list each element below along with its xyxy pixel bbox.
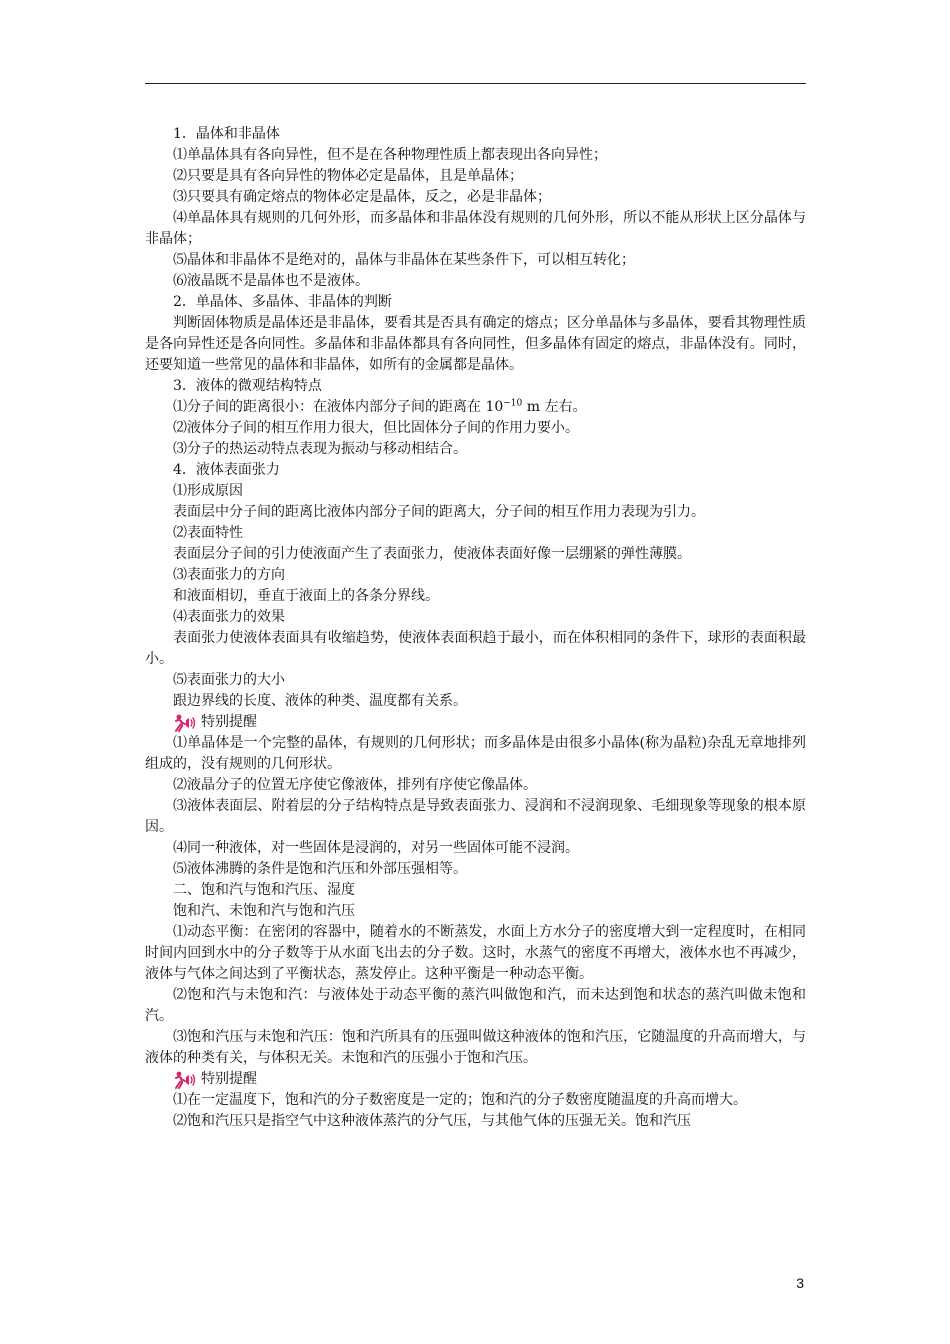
paragraph: 表面层分子间的引力使液面产生了表面张力，使液体表面好像一层绷紧的弹性薄膜。 <box>173 546 691 562</box>
paragraph: ⑵液体分子间的相互作用力很大，但比固体分子间的作用力要小。 <box>173 420 579 436</box>
paragraph: ⑵饱和汽压只是指空气中这种液体蒸汽的分气压，与其他气体的压强无关。饱和汽压 <box>173 1113 691 1129</box>
paragraph: ⑵表面特性 <box>173 525 243 541</box>
paragraph: ⑸晶体和非晶体不是绝对的，晶体与非晶体在某些条件下，可以相互转化； <box>173 252 635 268</box>
paragraph: ⑷单晶体具有规则的几何外形，而多晶体和非晶体没有规则的几何外形，所以不能从形状上区分晶体与非晶体； <box>145 210 806 247</box>
paragraph: 1．晶体和非晶体 <box>173 126 280 142</box>
paragraph: ⑶只要具有确定熔点的物体必定是晶体，反之，必是非晶体； <box>173 189 551 205</box>
paragraph: ⑴形成原因 <box>173 483 243 499</box>
paragraph: ⑴动态平衡：在密闭的容器中，随着水的不断蒸发，水面上方水分子的密度增大到一定程度时，在相同时间内回到水中的分子数等于从水面飞出去的分子数。这时，水蒸气的密度不再增大，液体水也不再减少，液体与气体之间达到了平衡状态，蒸发停止。这种平衡是一种动态平衡。 <box>145 924 806 982</box>
distance-suffix: m 左右。 <box>522 399 587 415</box>
paragraph: ⑷表面张力的效果 <box>173 609 285 625</box>
paragraph: 二、饱和汽与饱和汽压、湿度 <box>173 882 355 898</box>
document-body <box>145 124 806 1132</box>
paragraph: ⑹液晶既不是晶体也不是液体。 <box>173 273 369 289</box>
paragraph: 饱和汽、未饱和汽与饱和汽压 <box>173 903 355 919</box>
paragraph: ⑵只要是具有各向异性的物体必定是晶体，且是单晶体； <box>173 168 523 184</box>
paragraph: ⑶液体表面层、附着层的分子结构特点是导致表面张力、浸润和不浸润现象、毛细现象等现象的根本原因。 <box>145 798 806 835</box>
tip-label: 特别提醒 <box>201 1071 257 1087</box>
special-reminder-heading <box>145 1069 806 1090</box>
paragraph: 2．单晶体、多晶体、非晶体的判断 <box>173 294 392 310</box>
reminder-icon <box>173 714 197 732</box>
paragraph: 表面层中分子间的距离比液体内部分子间的距离大，分子间的相互作用力表现为引力。 <box>173 504 705 520</box>
paragraph: ⑸液体沸腾的条件是饱和汽压和外部压强相等。 <box>173 861 467 877</box>
paragraph: ⑴在一定温度下，饱和汽的分子数密度是一定的；饱和汽的分子数密度随温度的升高而增大。 <box>173 1092 747 1108</box>
paragraph: 和液面相切，垂直于液面上的各条分界线。 <box>173 588 439 604</box>
distance-paragraph <box>145 397 806 418</box>
distance-exponent: −10 <box>503 398 523 409</box>
distance-prefix: ⑴分子间的距离很小：在液体内部分子间的距离在 10 <box>173 399 504 415</box>
paragraph: 4．液体表面张力 <box>173 462 280 478</box>
paragraph: ⑶分子的热运动特点表现为振动与移动相结合。 <box>173 441 467 457</box>
paragraph: 判断固体物质是晶体还是非晶体，要看其是否具有确定的熔点；区分单晶体与多晶体，要看其物理性质是各向异性还是各向同性。多晶体和非晶体都具有各向同性，但多晶体有固定的熔点，非晶体没有。同时，还要知道一些常见的晶体和非晶体，如所有的金属都是晶体。 <box>145 315 806 373</box>
paragraph: ⑶表面张力的方向 <box>173 567 285 583</box>
reminder-icon <box>173 1071 197 1089</box>
paragraph: ⑸表面张力的大小 <box>173 672 285 688</box>
header-rule <box>145 83 806 84</box>
paragraph: ⑵饱和汽与未饱和汽：与液体处于动态平衡的蒸汽叫做饱和汽，而未达到饱和状态的蒸汽叫做未饱和汽。 <box>145 987 806 1024</box>
paragraph: ⑶饱和汽压与未饱和汽压：饱和汽所具有的压强叫做这种液体的饱和汽压，它随温度的升高而增大，与液体的种类有关，与体积无关。未饱和汽的压强小于饱和汽压。 <box>145 1029 806 1066</box>
page-number: 3 <box>796 1275 804 1291</box>
paragraph: 表面张力使液体表面具有收缩趋势，使液体表面积趋于最小，而在体积相同的条件下，球形的表面积最小。 <box>145 630 806 667</box>
tip-label: 特别提醒 <box>201 714 257 730</box>
paragraph: ⑴单晶体具有各向异性，但不是在各种物理性质上都表现出各向异性； <box>173 147 607 163</box>
paragraph: 3．液体的微观结构特点 <box>173 378 322 394</box>
paragraph: 跟边界线的长度、液体的种类、温度都有关系。 <box>173 693 467 709</box>
paragraph: ⑵液晶分子的位置无序使它像液体，排列有序使它像晶体。 <box>173 777 537 793</box>
special-reminder-heading <box>145 712 806 733</box>
paragraph: ⑷同一种液体，对一些固体是浸润的，对另一些固体可能不浸润。 <box>173 840 579 856</box>
paragraph: ⑴单晶体是一个完整的晶体，有规则的几何形状；而多晶体是由很多小晶体(称为晶粒)杂乱无章地排列组成的，没有规则的几何形状。 <box>145 735 806 772</box>
